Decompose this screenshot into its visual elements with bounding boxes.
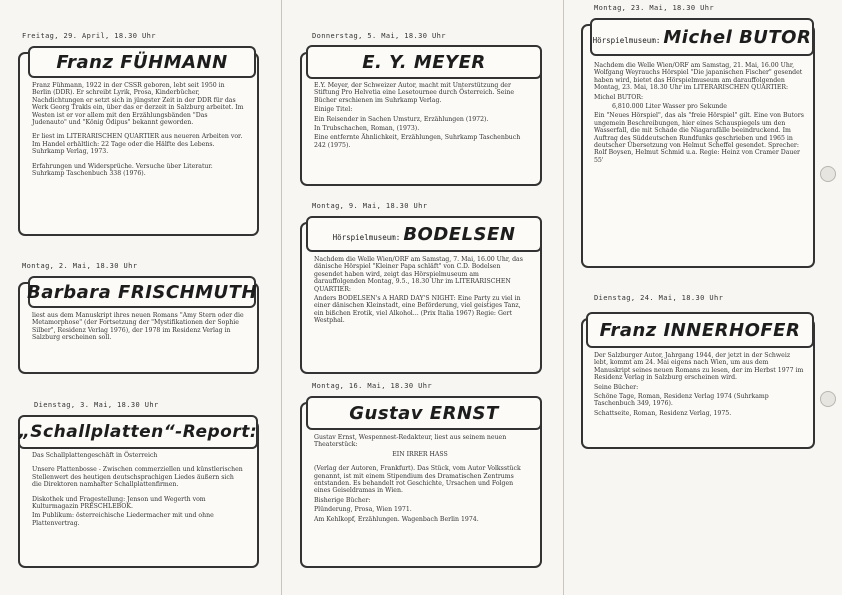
description-paragraph: Diskothek und Fragestellung: Jenson und Wegerth vom Kulturmagazin PRESCHLEBOK. bbox=[32, 495, 206, 511]
author-name-box bbox=[28, 276, 256, 308]
event-description bbox=[32, 312, 244, 344]
punch-hole bbox=[820, 166, 836, 182]
description-paragraph: Der Salzburger Autor, Jahrgang 1944, der jetzt in der Schweiz lebt, kommt am 24. Mai eigens nach Wien, um aus dem Manuskript seines neuen Romans zu lesen, der im Herbst 1977 im Residenz Verlag in Salzburg erscheinen wird. bbox=[594, 352, 804, 382]
description-paragraph: Gustav Ernst, Wespennest-Redakteur, liest aus seinem neuen Theaterstück: bbox=[314, 434, 507, 449]
author-name: Franz INNERHOFER bbox=[599, 319, 801, 341]
description-paragraph: Er liest im LITERARISCHEN QUARTIER aus neueren Arbeiten vor. Im Handel erhältlich: 22 Tage oder die Hälfte des Lebens. Suhrkamp Verlag, 1973. bbox=[32, 133, 243, 156]
author-name-box bbox=[306, 216, 542, 252]
event-date: Dienstag, 24. Mai, 18.30 Uhr bbox=[594, 294, 724, 302]
event-description bbox=[314, 256, 526, 327]
description-paragraph: Das Schallplattengeschäft in Österreich bbox=[32, 452, 158, 459]
description-paragraph: Franz Fühmann, 1922 in der CSSR geboren, lebt seit 1950 in Berlin (DDR). Er schreibt Lyrik, Prosa, Kinderbücher, Nachdichtungen er setzt sich in jüngster Zeit in der DDR für das Werk Georg Trakls ein, über das er derzeit in Salzburg arbeitet. Im Westen ist er vor allem mit den Erzählungsbänden "Das Judenauto" und "König Ödipus" bekannt geworden. bbox=[32, 82, 244, 127]
event-date: Montag, 9. Mai, 18.30 Uhr bbox=[312, 202, 428, 210]
fold-line bbox=[563, 0, 564, 595]
description-paragraph: Eine entfernte Ähnlichkeit, Erzählungen, Suhrkamp Taschenbuch 242 (1975). bbox=[314, 134, 521, 149]
event-date: Montag, 16. Mai, 18.30 Uhr bbox=[312, 382, 432, 390]
description-paragraph: Im Publikum: österreichische Liedermacher mit und ohne Plattenvertrag. bbox=[32, 512, 214, 527]
event-date: Montag, 23. Mai, 18.30 Uhr bbox=[594, 4, 714, 12]
event-title: „Schallplatten“-Report: bbox=[18, 422, 258, 442]
series-label: Hörspielmuseum: bbox=[592, 35, 661, 45]
event-description bbox=[594, 62, 804, 166]
event-date: Donnerstag, 5. Mai, 18.30 Uhr bbox=[312, 32, 446, 40]
event-description bbox=[32, 452, 244, 529]
description-paragraph: Anders BODELSEN's A HARD DAY'S NIGHT: Eine Party zu viel in einer dänischen Kleinstadt, eine Beförderung, viel geistiges Tanz, ein bißchen Erotik, viel Alkohol... (Prix Italia 1967) Regie: Gert Westphal. bbox=[314, 295, 521, 325]
event-title-box bbox=[18, 415, 258, 449]
author-name-box bbox=[586, 312, 814, 348]
author-name-box bbox=[28, 46, 256, 78]
author-surname: Michel BUTOR bbox=[663, 26, 812, 48]
punch-hole bbox=[820, 391, 836, 407]
author-name-box bbox=[306, 396, 542, 430]
author-name: Barbara FRISCHMUTH bbox=[26, 281, 258, 303]
author-name bbox=[593, 27, 812, 48]
author-surname: BODELSEN bbox=[403, 223, 516, 245]
description-paragraph: Plünderung, Prosa, Wien 1971. bbox=[314, 506, 412, 514]
description-paragraph: Erfahrungen und Widersprüche. Versuche über Literatur. Suhrkamp Taschenbuch 338 (1976). bbox=[32, 162, 213, 178]
author-name: Gustav ERNST bbox=[349, 402, 499, 424]
description-paragraph: Ein Reisender in Sachen Umsturz, Erzählungen (1972). bbox=[314, 115, 489, 123]
description-paragraph: Unsere Plattenbosse - Zwischen commerziellen und künstlerischen Stellenwert des heutigen deutschsprachigen Liedes äußern sich die Direktoren namhafter Schallplattenfirmen. bbox=[32, 466, 243, 489]
series-label: Hörspielmuseum: bbox=[332, 232, 401, 242]
author-name: Franz FÜHMANN bbox=[56, 51, 228, 73]
description-paragraph: Einige Titel: bbox=[314, 106, 353, 114]
author-name-box bbox=[306, 45, 542, 79]
description-paragraph: Nachdem die Welle Wien/ORF am Samstag, 7. Mai, 16.00 Uhr, das dänische Hörspiel "Kleiner Papa schläft" von C.D. Bodelsen gesendet haben wird, zeigt das Hörspielmuseum am darauffolgenden Montag, 9.5., 18.30 Uhr im LITERARISCHEN QUARTIER: bbox=[314, 256, 523, 293]
description-paragraph: Ein "Neues Hörspiel", das als "freie Hörspiel" gilt. Eine von Butors ungemein Beschreibungen, hier eines Schauspiegels um den Wasserfall, die mit Schade die Niagarafälle beeindruckend. Im Auftrag des Süddeutschen Rundfunks geschrieben und 1965 in deutscher Übersetzung von Helmut Scheffel gesendet. Sprecher: Rolf Boysen, Helmut Schmid u.a. Regie: Heinz von Cramer Dauer 55' bbox=[594, 112, 804, 164]
description-paragraph: Seine Bücher: bbox=[594, 383, 639, 391]
description-paragraph: Schattseite, Roman, Residenz Verlag, 1975. bbox=[594, 409, 732, 417]
event-date: Montag, 2. Mai, 18.30 Uhr bbox=[22, 262, 138, 270]
event-date: Freitag, 29. April, 18.30 Uhr bbox=[22, 32, 156, 40]
event-description bbox=[314, 434, 526, 525]
event-description bbox=[594, 352, 804, 419]
fold-line bbox=[281, 0, 282, 595]
event-description bbox=[314, 82, 526, 151]
author-name-box bbox=[590, 18, 814, 56]
description-paragraph: Schöne Tage, Roman, Residenz Verlag 1974 (Suhrkamp Taschenbuch 349, 1976). bbox=[594, 393, 769, 408]
play-title: 6,810.000 Liter Wasser pro Sekunde bbox=[612, 103, 727, 111]
author-name bbox=[333, 224, 516, 245]
description-paragraph: In Trubschachen, Roman, (1973). bbox=[314, 125, 420, 133]
description-paragraph: liest aus dem Manuskript ihres neuen Romans "Amy Stern oder die Metamorphose" (der Fortsetzung der "Mystifikationen der Sophie Silber", Residenz Verlag 1976), der 1978 im Residenz Verlag in Salzburg erscheinen soll. bbox=[32, 312, 244, 342]
description-paragraph: Am Kehlkopf, Erzählungen. Wagenbach Berlin 1974. bbox=[314, 515, 479, 523]
description-paragraph: Nachdem die Welle Wien/ORF am Samstag, 21. Mai, 16.00 Uhr, Wolfgang Weyrauchs Hörspiel "Die japanischen Fischer" gesendet haben wird, bietet das Hörspielmuseum am darauffolgenden Montag, 23. Mai, 18.30 Uhr im LITERARISCHEN QUARTIER: bbox=[594, 62, 803, 92]
description-paragraph: E.Y. Meyer, der Schweizer Autor, macht mit Unterstützung der Stiftung Pro Helvetia eine Lesetournee durch Österreich. Seine Bücher erschienen im Suhrkamp Verlag. bbox=[314, 82, 514, 104]
description-paragraph: (Verlag der Autoren, Frankfurt). Das Stück, vom Autor Volksstück genannt, ist mit einem Stipendium des Dramatischen Zentrums entstanden. Es behandelt rot Geschichte, Ursachen und Folgen eines Geiseldramas in Wien. bbox=[314, 465, 521, 495]
description-paragraph: Michel BUTOR: bbox=[594, 93, 644, 101]
author-name: E. Y. MEYER bbox=[362, 51, 486, 73]
event-date: Dienstag, 3. Mai, 18.30 Uhr bbox=[34, 401, 159, 409]
description-paragraph: Bisherige Bücher: bbox=[314, 496, 371, 504]
event-description bbox=[32, 82, 244, 179]
play-title: EIN IRRER HASS bbox=[392, 450, 448, 458]
